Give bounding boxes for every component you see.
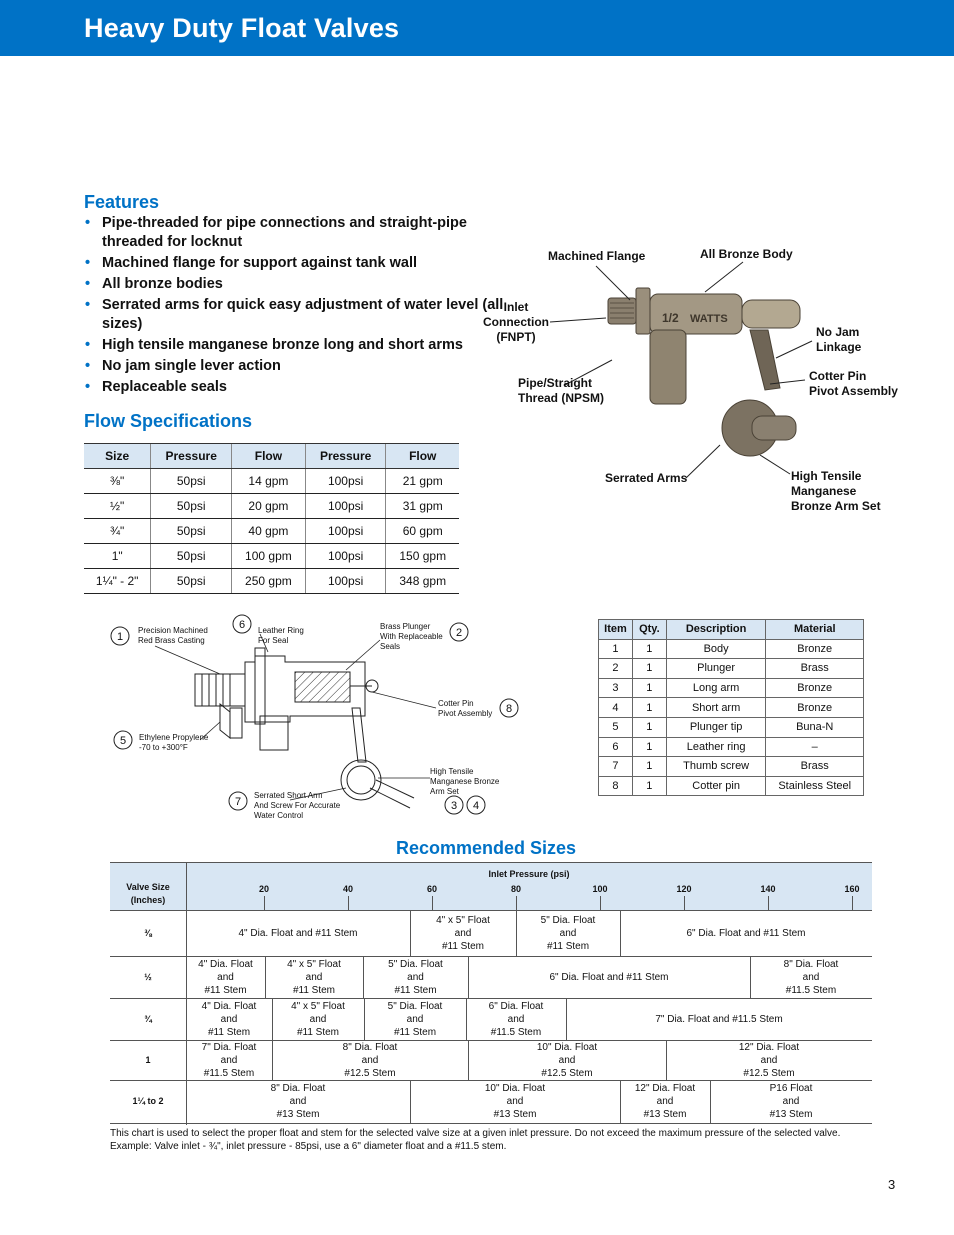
table-cell: 1	[632, 757, 666, 777]
float-stem-cell: 5" Dia. Float and #11 Stem	[540, 914, 596, 952]
diagram-label-1: Precision Machined Red Brass Casting	[138, 626, 208, 645]
table-cell: 50psi	[151, 519, 232, 544]
body-stamp: WATTS	[690, 313, 728, 325]
diagram-label-34: High Tensile Manganese Bronze Arm Set	[430, 767, 500, 796]
pressure-tick-label: 60	[426, 883, 437, 894]
valve-size-cell: 1¼ to 2	[132, 1096, 164, 1106]
table-cell: –	[766, 737, 864, 757]
table-cell: 1	[632, 659, 666, 679]
pressure-tick-label: 40	[342, 883, 353, 894]
table-row	[599, 639, 864, 659]
float-stem-cell: 4" Dia. Float and #11 Stem	[201, 1000, 257, 1038]
feature-item: • High tensile manganese bronze long and short arms	[85, 337, 463, 353]
table-cell: 4	[599, 698, 633, 718]
pressure-tick-label: 20	[258, 883, 269, 894]
table-cell: 5	[599, 717, 633, 737]
pressure-tick	[684, 896, 685, 910]
table-cell: 21 gpm	[386, 469, 459, 494]
grid-line	[265, 956, 266, 998]
table-row	[599, 717, 864, 737]
table-cell: 1¼" - 2"	[84, 569, 151, 594]
table-cell: 1"	[84, 544, 151, 569]
grid-line	[466, 998, 467, 1040]
pressure-tick-label: 80	[510, 883, 521, 894]
flow-specs-title: Flow Specifications	[84, 411, 253, 431]
float-stem-cell: 4" x 5" Float and #11 Stem	[436, 914, 490, 952]
table-cell: Leather ring	[666, 737, 766, 757]
label-no-jam-linkage: No Jam Linkage	[816, 325, 862, 354]
callout-number: 1	[116, 631, 124, 643]
grid-line	[272, 998, 273, 1040]
label-serrated-arms: Serrated Arms	[605, 471, 688, 485]
feature-item: • All bronze bodies	[85, 276, 223, 292]
features-title: Features	[84, 192, 160, 212]
grid-line	[110, 862, 872, 863]
pressure-tick-label: 120	[676, 883, 692, 894]
table-cell: 1	[632, 776, 666, 796]
table-cell: 348 gpm	[386, 569, 459, 594]
table-cell: 2	[599, 659, 633, 679]
table-cell: 1	[632, 698, 666, 718]
col-header: Size	[84, 444, 151, 469]
table-row	[599, 737, 864, 757]
table-cell: 60 gpm	[386, 519, 459, 544]
table-row	[599, 659, 864, 679]
float-stem-cell: 6" Dia. Float and #11.5 Stem	[488, 1000, 544, 1038]
table-cell: Stainless Steel	[766, 776, 864, 796]
table-cell: Thumb screw	[666, 757, 766, 777]
valve-size-header: Valve Size (Inches)	[126, 882, 170, 905]
pressure-tick-label: 160	[844, 883, 860, 894]
table-row	[599, 757, 864, 777]
float-stem-cell: 12" Dia. Float and #13 Stem	[634, 1083, 696, 1120]
page-number: 3	[888, 1177, 896, 1192]
float-stem-cell: 4" Dia. Float and #11 Stem	[198, 958, 253, 996]
pressure-tick-label: 140	[760, 883, 776, 894]
float-stem-cell: 5" Dia. Float and #11 Stem	[387, 1000, 443, 1038]
table-row	[599, 776, 864, 796]
recommended-sizes-title: Recommended Sizes	[396, 838, 577, 858]
table-cell: 6	[599, 737, 633, 757]
diagram-label-5: Ethylene Propylene -70 to +300°F	[139, 733, 209, 752]
table-cell: 100psi	[305, 544, 386, 569]
pressure-tick	[600, 896, 601, 910]
recommended-note: This chart is used to select the proper float and stem for the selected valve size at a given inlet pressure. Do not exceed the maximum pressure of the selected valve. Example: Valve inlet - ¾", inlet pressure - 85psi, use a 6" diameter float and a #11.5 stem.	[110, 1128, 841, 1152]
table-cell: Buna-N	[766, 717, 864, 737]
table-cell: Cotter pin	[666, 776, 766, 796]
valve-size-cell: 1	[145, 1054, 151, 1065]
float-stem-cell: 5" Dia. Float and #11 Stem	[388, 958, 443, 996]
grid-line	[666, 1040, 667, 1080]
feature-item: • No jam single lever action	[85, 358, 281, 374]
table-cell: 20 gpm	[232, 494, 306, 519]
table-cell: ¾"	[84, 519, 151, 544]
grid-line	[566, 998, 567, 1040]
table-cell: 100psi	[305, 519, 386, 544]
grid-line	[364, 998, 365, 1040]
float-stem-cell: 6" Dia. Float and #11 Stem	[549, 971, 669, 983]
float-stem-cell: 12" Dia. Float and #12.5 Stem	[738, 1041, 800, 1079]
inlet-pressure-header: Inlet Pressure (psi)	[488, 868, 570, 879]
grid-line	[468, 1040, 469, 1080]
table-cell: 50psi	[151, 544, 232, 569]
label-high-tensile: High Tensile Manganese Bronze Arm Set	[791, 469, 881, 513]
grid-line	[468, 956, 469, 998]
table-cell: 50psi	[151, 494, 232, 519]
table-cell: ⅜"	[84, 469, 151, 494]
table-cell: Plunger	[666, 659, 766, 679]
col-header: Pressure	[151, 444, 232, 469]
table-header-row	[599, 620, 864, 640]
grid-line	[363, 956, 364, 998]
table-cell: Bronze	[766, 698, 864, 718]
callout-number: 2	[455, 627, 463, 639]
table-cell: 40 gpm	[232, 519, 306, 544]
float-stem-cell: 7" Dia. Float and #11.5 Stem	[655, 1013, 783, 1025]
float-stem-cell: 7" Dia. Float and #11.5 Stem	[201, 1041, 257, 1079]
valve-size-cell: ⅜	[144, 927, 152, 938]
grid-line	[272, 1040, 273, 1080]
col-header: Pressure	[305, 444, 386, 469]
float-stem-cell: 10" Dia. Float and #13 Stem	[484, 1083, 546, 1120]
callout-number: 4	[472, 800, 480, 812]
pressure-tick	[432, 896, 433, 910]
grid-line	[620, 1080, 621, 1123]
label-cotter-pin: Cotter Pin Pivot Assembly	[809, 369, 898, 398]
table-row	[599, 698, 864, 718]
table-cell: Body	[666, 639, 766, 659]
col-header: Material	[766, 620, 864, 640]
pressure-tick-label: 100	[592, 883, 608, 894]
table-cell: 100psi	[305, 569, 386, 594]
table-cell: 31 gpm	[386, 494, 459, 519]
table-cell: 50psi	[151, 569, 232, 594]
feature-item: • Replaceable seals	[85, 379, 227, 395]
label-all-bronze-body: All Bronze Body	[700, 247, 793, 261]
table-row	[84, 569, 459, 594]
diagram-label-8: Cotter Pin Pivot Assembly	[438, 699, 493, 718]
pressure-tick	[348, 896, 349, 910]
parts-table	[598, 619, 864, 796]
feature-item: • Pipe-threaded for pipe connections and straight-pipe threaded for locknut	[85, 215, 467, 250]
body-stamp: 1/2	[662, 311, 679, 325]
table-cell: 1	[632, 639, 666, 659]
callout-number: 8	[505, 703, 513, 715]
float-stem-cell: 4" x 5" Float and #11 Stem	[291, 1000, 345, 1038]
col-header: Flow	[386, 444, 459, 469]
feature-item: • Machined flange for support against tank wall	[85, 255, 418, 271]
pressure-tick	[852, 896, 853, 910]
grid-line	[750, 956, 751, 998]
table-cell: Plunger tip	[666, 717, 766, 737]
float-stem-cell: 4" x 5" Float and #11 Stem	[287, 958, 341, 996]
diagram-label-6: Leather Ring For Seal	[258, 626, 304, 645]
callout-number: 7	[234, 796, 242, 808]
pressure-tick	[264, 896, 265, 910]
float-stem-cell: 6" Dia. Float and #11 Stem	[686, 927, 806, 939]
table-cell: ½"	[84, 494, 151, 519]
feature-item: • Serrated arms for quick easy adjustment of water level (all sizes)	[85, 297, 504, 332]
valve-size-cell: ¾	[144, 1013, 152, 1024]
grid-line	[620, 910, 621, 956]
col-header: Qty.	[632, 620, 666, 640]
valve-size-cell: ½	[144, 971, 152, 982]
callout-number: 5	[119, 735, 127, 747]
callout-number: 6	[238, 619, 246, 631]
table-cell: 1	[632, 737, 666, 757]
col-header: Description	[666, 620, 766, 640]
table-cell: 100psi	[305, 494, 386, 519]
grid-line	[410, 910, 411, 956]
table-cell: Long arm	[666, 678, 766, 698]
grid-line	[410, 1080, 411, 1123]
table-cell: Short arm	[666, 698, 766, 718]
table-cell: 7	[599, 757, 633, 777]
callout-number: 3	[450, 800, 458, 812]
float-stem-cell: 4" Dia. Float and #11 Stem	[238, 927, 358, 939]
table-cell: Bronze	[766, 678, 864, 698]
col-header: Flow	[232, 444, 306, 469]
float-stem-cell: P16 Float and #13 Stem	[769, 1083, 813, 1120]
grid-line	[110, 1123, 872, 1124]
table-cell: 250 gpm	[232, 569, 306, 594]
table-cell: 100psi	[305, 469, 386, 494]
grid-line	[710, 1080, 711, 1123]
diagram-label-7: Serrated Short Arm And Screw For Accurate Water Control	[254, 791, 341, 820]
table-cell: 1	[599, 639, 633, 659]
table-cell: 8	[599, 776, 633, 796]
label-machined-flange: Machined Flange	[548, 249, 646, 263]
table-row	[599, 678, 864, 698]
pressure-tick	[768, 896, 769, 910]
float-stem-cell: 10" Dia. Float and #12.5 Stem	[536, 1041, 598, 1079]
table-cell: 1	[632, 678, 666, 698]
pressure-tick	[516, 896, 517, 910]
col-header: Item	[599, 620, 633, 640]
table-cell: Bronze	[766, 639, 864, 659]
recommended-sizes-chart	[110, 862, 872, 1125]
table-cell: Brass	[766, 659, 864, 679]
table-cell: 150 gpm	[386, 544, 459, 569]
table-cell: 100 gpm	[232, 544, 306, 569]
table-cell: 14 gpm	[232, 469, 306, 494]
float-stem-cell: 8" Dia. Float and #13 Stem	[270, 1083, 326, 1120]
label-pipe-thread: Pipe/Straight Thread (NPSM)	[518, 376, 605, 405]
float-stem-cell: 8" Dia. Float and #12.5 Stem	[342, 1041, 398, 1079]
diagram-label-2: Brass Plunger With Replaceable Seals	[380, 622, 443, 651]
table-cell: 50psi	[151, 469, 232, 494]
float-stem-cell: 8" Dia. Float and #11.5 Stem	[783, 958, 839, 996]
table-cell: 1	[632, 717, 666, 737]
label-inlet-connection: Inlet Connection (FNPT)	[483, 300, 549, 344]
page-title: Heavy Duty Float Valves	[84, 13, 400, 43]
grid-line	[516, 910, 517, 956]
table-cell: Brass	[766, 757, 864, 777]
table-cell: 3	[599, 678, 633, 698]
